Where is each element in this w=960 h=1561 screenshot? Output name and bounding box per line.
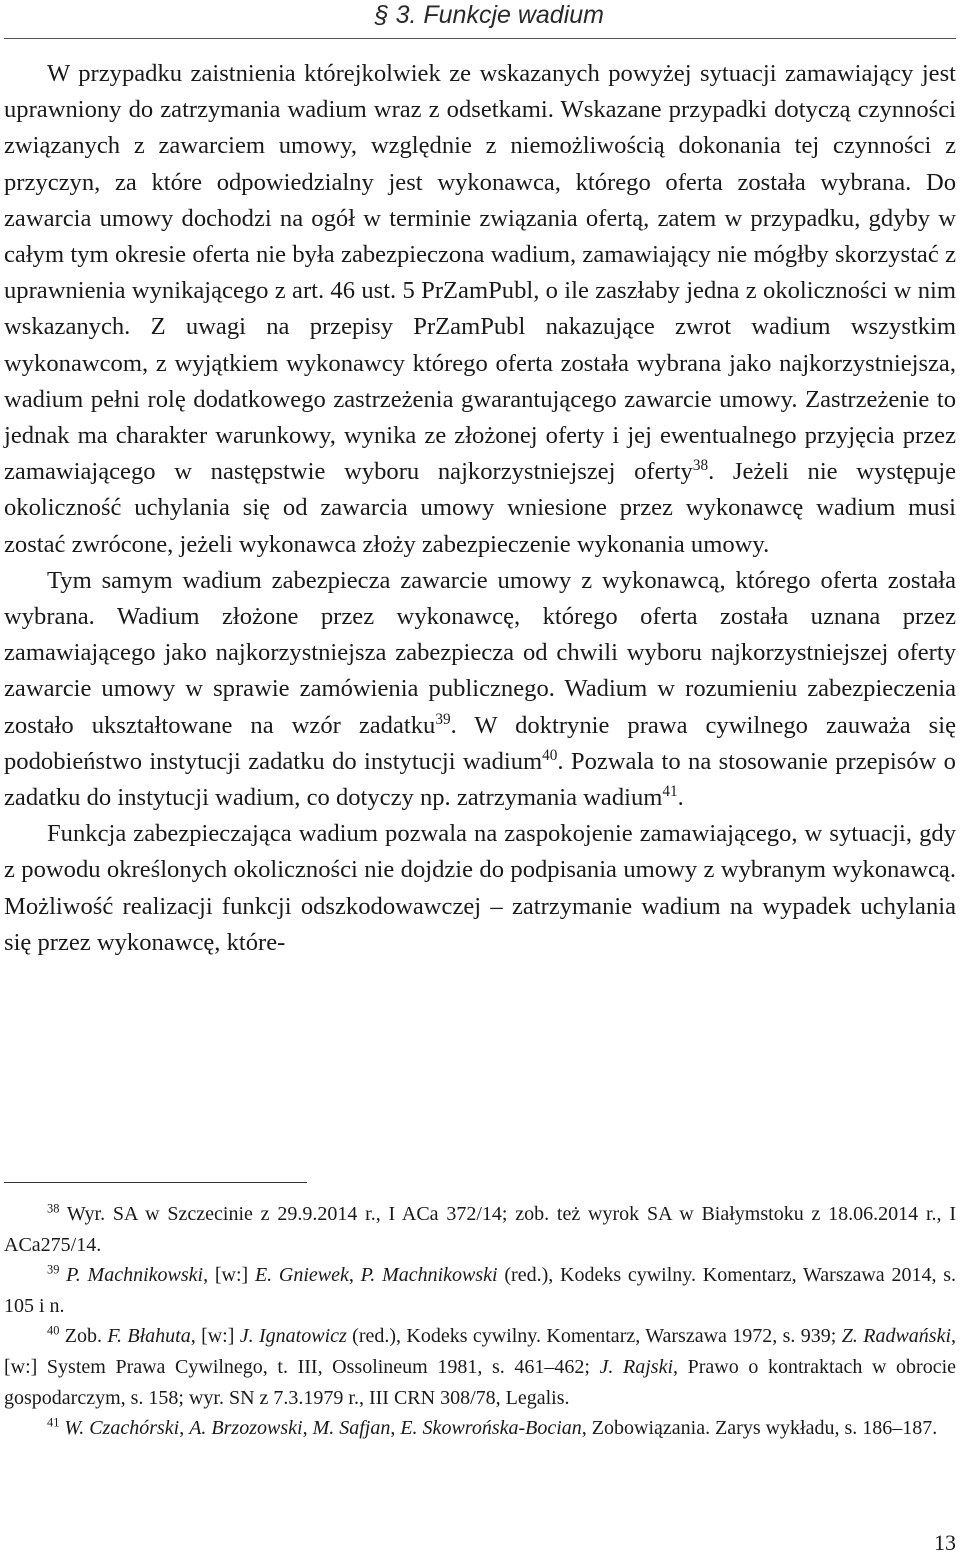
footnote-38	[4, 1199, 956, 1260]
footnote-40-author-1: F. Błahuta	[107, 1325, 191, 1348]
footnote-40-text-4: , [w:] System Prawa Cywilnego, t. III, Ossolineum 1981, s. 461–462;	[4, 1325, 957, 1378]
footnote-40-text-5: , Prawo o kontraktach w obrocie gospodarczym, s. 158; wyr. SN z 7.3.1979 r., III CRN 308/78, Legalis.	[4, 1355, 956, 1409]
footnote-39-author-1: P. Machnikowski	[66, 1264, 204, 1287]
paragraph-3	[4, 816, 956, 961]
footnote-40-text-1: Zob.	[59, 1325, 108, 1348]
paragraph-1-text-a: W przypadku zaistnienia którejkolwiek ze wskazanych powyżej sytuacji zamawiający jest uprawniony do zatrzymania wadium wraz z odsetkami. Wskazane przypadki dotyczą czynności związanych z zawarciem umowy, względnie z niemożliwością dokonania tej czynności z przyczyn, za które odpowiedzialny jest wykonawca, którego oferta została wybrana. Do zawarcia umowy dochodzi na ogół w terminie związania ofertą, zatem w przypadku, gdyby w całym tym okresie oferta nie była zabezpieczona wadium, zamawiający nie mógłby skorzystać z uprawnienia wynikającego z art. 46 ust. 5 PrZamPubl, o ile zaszłaby jedna z okoliczności w nim wskazanych. Z uwagi na przepisy PrZamPubl nakazujące zwrot wadium wszystkim wykonawcom, z wyjątkiem wykonawcy którego oferta została wybrana jako najkorzystniejsza, wadium pełni rolę dodatkowego zastrzeżenia gwarantującego zawarcie umowy. Zastrzeżenie to jednak ma charakter warunkowy, wynika ze złożonej oferty i jej ewentualnego przyjęcia przez zamawiającego w następstwie wyboru najkorzystniejszej oferty	[4, 60, 956, 486]
footnote-ref-38[interactable]: 38	[692, 457, 709, 475]
paragraph-1	[4, 56, 956, 563]
footnote-41-author-2: A. Brzozowski	[189, 1417, 303, 1440]
footnote-40-author-3: Z. Radwański	[841, 1325, 952, 1348]
footnote-38-text: Wyr. SA w Szczecinie z 29.9.2014 r., I ACa 372/14; zob. też wyrok SA w Białymstoku z 18.06.2014 r., I ACa275/14.	[4, 1203, 956, 1256]
footnote-40-author-4: J. Rajski	[599, 1355, 674, 1378]
footnote-41-text-1: ,	[179, 1417, 190, 1440]
footnote-40-text-3: (red.), Kodeks cywilny. Komentarz, Warszawa 1972, s. 939;	[346, 1325, 842, 1348]
footnote-39-author-3: P. Machnikowski	[360, 1264, 498, 1287]
footnote-41	[4, 1413, 956, 1444]
footnote-40-number: 40	[47, 1323, 60, 1338]
paragraph-1-text-b: . Jeżeli nie występuje okoliczność uchylania się od zawarcia umowy wniesione przez wykonawcę wadium musi zostać zwrócone, jeżeli wykonawca złoży zabezpieczenie wykonania umowy.	[4, 458, 956, 558]
footnote-41-number: 41	[47, 1415, 60, 1430]
header-rule	[4, 38, 956, 39]
footnote-39	[4, 1260, 956, 1321]
footnote-39-text-1: , [w:]	[203, 1264, 255, 1287]
footnote-41-text-2: ,	[302, 1417, 313, 1440]
footnote-40	[4, 1321, 956, 1413]
footnote-41-author-3: M. Safjan	[312, 1417, 391, 1440]
footnote-39-author-2: E. Gniewek	[254, 1264, 349, 1287]
footnote-ref-39[interactable]: 39	[435, 710, 451, 728]
footnote-41-text-4: , Zobowiązania. Zarys wykładu, s. 186–187.	[581, 1417, 938, 1440]
footnote-41-author-1: W. Czachórski	[64, 1417, 180, 1440]
footnote-41-text-3: ,	[390, 1417, 401, 1440]
running-head-title: § 3. Funkcje wadium	[374, 1, 604, 29]
footnote-39-text-2: ,	[348, 1264, 361, 1287]
paragraph-2	[4, 563, 956, 816]
paragraph-2-text-a: Tym samym wadium zabezpiecza zawarcie umowy z wykonawcą, którego oferta została wybrana. Wadium złożone przez wykonawcę, którego oferta została uznana przez zamawiającego jako najkorzystniejsza zabezpiecza od chwili wyboru najkorzystniejszej oferty zawarcie umowy w sprawie zamówienia publicznego. Wadium w rozumieniu zabezpieczenia zostało ukształtowane na wzór zadatku	[4, 566, 956, 739]
footnote-39-text-3: (red.), Kodeks cywilny. Komentarz, Warszawa 2014, s. 105 i n.	[4, 1264, 956, 1317]
footnote-ref-41[interactable]: 41	[662, 782, 678, 800]
paragraph-2-text-c: . Pozwala to na stosowanie przepisów o zadatku do instytucji wadium, co dotyczy np. zatrzymania wadium	[4, 747, 956, 812]
footnote-rule	[4, 1182, 307, 1183]
footnote-ref-40[interactable]: 40	[542, 746, 558, 764]
footnote-38-number: 38	[47, 1201, 60, 1216]
footnote-40-author-2: J. Ignatowicz	[239, 1325, 347, 1348]
footnote-40-text-2: , [w:]	[190, 1325, 240, 1348]
footnote-39-number: 39	[47, 1262, 60, 1277]
paragraph-3-text: Funkcja zabezpieczająca wadium pozwala na zaspokojenie zamawiającego, w sytuacji, gdy z powodu określonych okoliczności nie dojdzie do podpisania umowy z wybranym wykonawcą. Możliwość realizacji funkcji odszkodowawczej – zatrzymanie wadium na wypadek uchylania się przez wykonawcę, które-	[4, 820, 956, 956]
paragraph-2-text-b: . W doktrynie prawa cywilnego zauważa się podobieństwo instytucji zadatku do instytucji wadium	[4, 711, 956, 775]
footnote-41-author-4: E. Skowrońska-Bocian	[400, 1417, 582, 1440]
page-number: 13	[934, 1530, 956, 1555]
paragraph-2-text-d: .	[677, 784, 684, 812]
body-text	[4, 56, 956, 961]
footnotes-section	[4, 1199, 956, 1444]
